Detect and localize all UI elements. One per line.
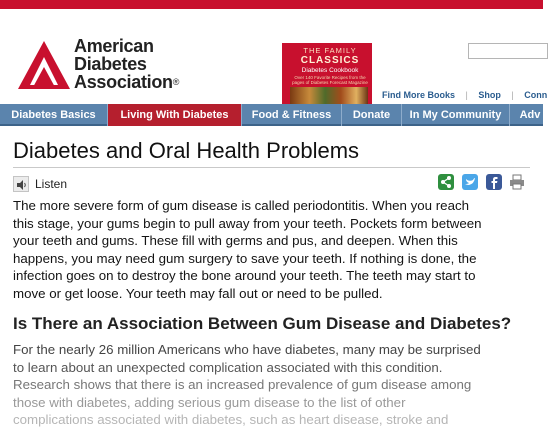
paragraph-line: infection goes on to destroy the bone around your teeth. The teeth may start to: [13, 268, 476, 283]
site-header: [0, 9, 543, 101]
title-divider: [13, 167, 530, 168]
top-accent-bar: [0, 0, 543, 9]
paragraph-line: those with diabetes, adding serious gum disease to the list of other: [13, 394, 406, 410]
paragraph-line: complications associated with diabetes, such as heart disease, stroke and: [13, 412, 449, 427]
link-separator: |: [465, 90, 468, 100]
article-paragraph-2: [13, 341, 537, 429]
ada-logo[interactable]: [16, 35, 216, 95]
ada-wordmark: [74, 37, 179, 91]
header-links: [382, 90, 547, 102]
facebook-icon[interactable]: [486, 174, 502, 190]
shop-link[interactable]: Shop: [478, 90, 501, 100]
promo-line-1: THE FAMILY: [303, 46, 357, 55]
brand-line-2: Diabetes: [74, 54, 147, 74]
paragraph-line: For the nearly 26 million Americans who have diabetes, many may be surprised: [13, 342, 481, 357]
nav-donate[interactable]: Donate: [342, 104, 402, 126]
share-icon[interactable]: [438, 174, 454, 190]
paragraph-line: The more severe form of gum disease is called periodontitis. When you reach: [13, 198, 470, 213]
listen-label: Listen: [35, 177, 68, 191]
nav-in-my-community[interactable]: In My Community: [402, 104, 510, 126]
nav-living-with-diabetes[interactable]: Living With Diabetes: [108, 104, 242, 126]
promo-line-2: CLASSICS: [300, 55, 360, 66]
find-more-books-link[interactable]: Find More Books: [382, 90, 456, 100]
paragraph-line: this stage, your gums begin to pull away from your teeth. Pockets form between: [13, 215, 482, 231]
section-heading: Is There an Association Between Gum Disease and Diabetes?: [13, 314, 512, 333]
registered-mark: ®: [172, 77, 180, 87]
paragraph-line: happens, you may need gum surgery to save your teeth. If nothing is done, the: [13, 250, 477, 266]
cookbook-promo[interactable]: [282, 43, 372, 107]
main-nav: [0, 104, 543, 126]
speaker-icon: [13, 176, 29, 192]
nav-advocacy[interactable]: Adv: [519, 109, 541, 121]
brand-line-1: American: [74, 36, 154, 56]
ada-triangle-logo-icon: [16, 39, 72, 91]
print-icon[interactable]: [509, 174, 525, 190]
connect-link[interactable]: Conn: [524, 90, 548, 100]
nav-food-fitness[interactable]: Food & Fitness: [242, 104, 342, 126]
brand-line-3: Association: [74, 72, 173, 92]
link-separator: |: [511, 90, 514, 100]
nav-diabetes-basics[interactable]: Diabetes Basics: [0, 104, 108, 126]
paragraph-line: move or get loose. Your teeth may fall out or need to be pulled.: [13, 285, 383, 301]
paragraph-line: to learn about an unexpected complication associated with this condition.: [13, 359, 443, 375]
article-paragraph-1: [13, 197, 537, 302]
paragraph-line: Research shows that there is an increased prevalence of gum disease among: [13, 377, 472, 392]
promo-line-4: Over 140 Favorite Recipes from the pages of Diabetes Forecast Magazine: [292, 75, 368, 85]
paragraph-line: your teeth and gums. These fill with germs and pus, and deepen. When this: [13, 233, 458, 248]
promo-line-3: Diabetes Cookbook: [301, 67, 359, 74]
twitter-icon[interactable]: [462, 174, 478, 190]
search-input[interactable]: [468, 43, 548, 59]
page-title: Diabetes and Oral Health Problems: [13, 138, 360, 163]
